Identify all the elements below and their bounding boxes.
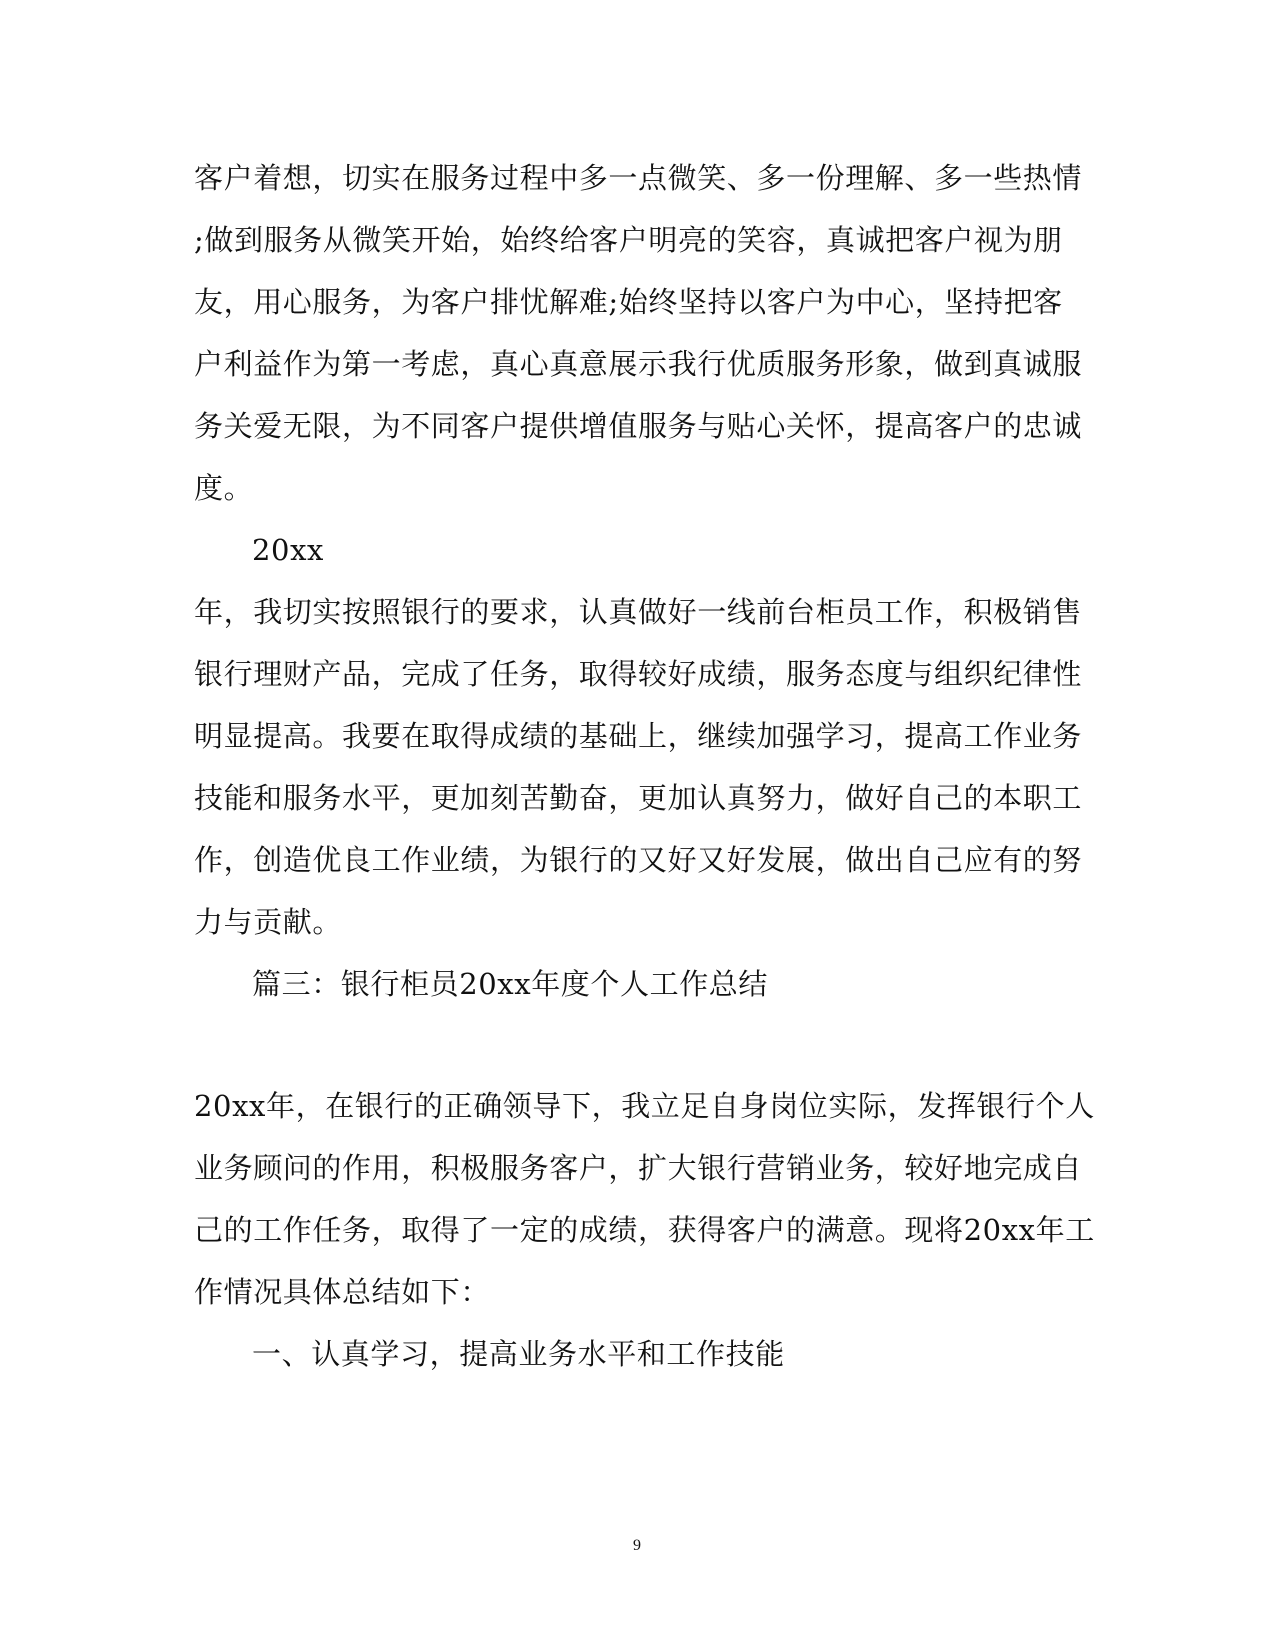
paragraph-2-line-3: 银行理财产品，完成了任务，取得较好成绩，服务态度与组织纪律性 — [194, 657, 1083, 691]
section-heading: 篇三：银行柜员20xx年度个人工作总结 — [252, 967, 769, 1001]
paragraph-3-line-4: 作情况具体总结如下： — [194, 1275, 491, 1309]
paragraph-2-line-4: 明显提高。我要在取得成绩的基础上，继续加强学习，提高工作业务 — [194, 719, 1083, 753]
page-number: 9 — [633, 1537, 641, 1554]
paragraph-2-line-5: 技能和服务水平，更加刻苦勤奋，更加认真努力，做好自己的本职工 — [194, 781, 1083, 815]
paragraph-1-line-3: 友，用心服务，为客户排忧解难;始终坚持以客户为中心，坚持把客 — [194, 285, 1063, 319]
paragraph-2-line-6: 作，创造优良工作业绩，为银行的又好又好发展，做出自己应有的努 — [194, 843, 1083, 877]
paragraph-3-line-1: 20xx年，在银行的正确领导下，我立足自身岗位实际，发挥银行个人 — [194, 1089, 1095, 1123]
paragraph-3-line-3: 己的工作任务，取得了一定的成绩，获得客户的满意。现将20xx年工 — [194, 1213, 1095, 1247]
paragraph-2-line-7: 力与贡献。 — [194, 905, 343, 939]
subheading-1: 一、认真学习，提高业务水平和工作技能 — [252, 1337, 785, 1371]
paragraph-1-line-2: ;做到服务从微笑开始，始终给客户明亮的笑容，真诚把客户视为朋 — [194, 223, 1063, 257]
paragraph-1-line-4: 户利益作为第一考虑，真心真意展示我行优质服务形象，做到真诚服 — [194, 347, 1083, 381]
paragraph-1-line-5: 务关爱无限，为不同客户提供增值服务与贴心关怀，提高客户的忠诚 — [194, 409, 1083, 443]
paragraph-1-line-6: 度。 — [194, 471, 254, 505]
paragraph-2-line-2: 年，我切实按照银行的要求，认真做好一线前台柜员工作，积极销售 — [194, 595, 1083, 629]
paragraph-3-line-2: 业务顾问的作用，积极服务客户，扩大银行营销业务，较好地完成自 — [194, 1151, 1083, 1185]
paragraph-1-line-1: 客户着想，切实在服务过程中多一点微笑、多一份理解、多一些热情 — [194, 161, 1083, 195]
paragraph-2-line-1: 20xx — [252, 533, 325, 567]
